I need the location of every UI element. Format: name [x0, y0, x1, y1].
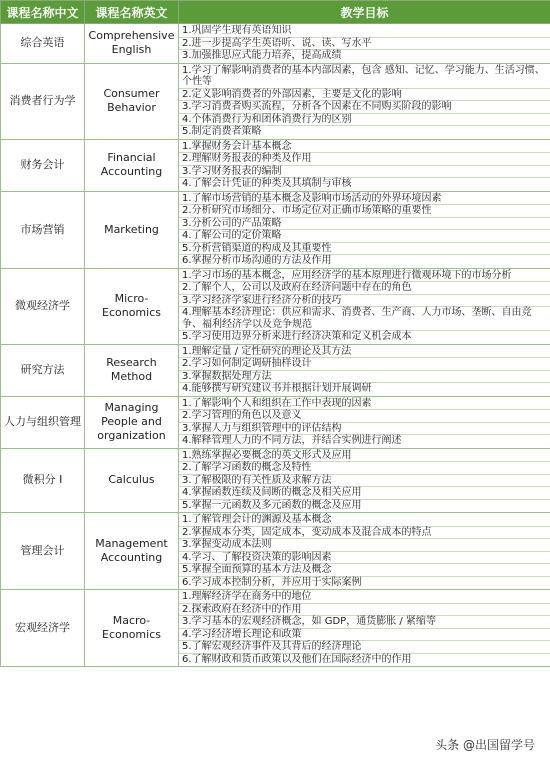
course-name-cn: 财务会计 — [1, 139, 85, 191]
goals-cell — [179, 344, 550, 396]
course-name-en: Managing People and organization — [85, 396, 179, 448]
goal-item: 4.掌握函数连续及间断的概念及相关应用 — [179, 487, 550, 500]
goal-item: 1.学习市场的基本概念，应用经济学的基本原理进行微观环境下的市场分析 — [179, 270, 550, 283]
goal-item: 4.理解基本经济理论：供应和需求、消费者、生产商、人力市场、垄断、自由竞争、福利经济学以及竞争规范 — [179, 307, 550, 331]
goal-item: 1.了解市场营销的基本概念及影响市场活动的外界环境因素 — [179, 193, 550, 206]
goal-item: 5.掌握全面预算的基本方法及概念 — [179, 564, 550, 577]
course-name-cn: 微观经济学 — [1, 268, 85, 344]
goal-item: 3.加强推思应式能力培养，提高成绩 — [182, 50, 342, 61]
course-name-cn: 消费者行为学 — [1, 63, 85, 139]
course-name-cn: 人力与组织管理 — [1, 396, 85, 448]
goal-item: 3.分析公司的产品策略 — [179, 218, 550, 231]
goal-item: 3.了解极限的有关性质及求解方法 — [179, 475, 550, 488]
goals-cell — [179, 590, 550, 667]
goals-cell — [179, 24, 550, 64]
course-name-en: Calculus — [85, 448, 179, 513]
goal-item: 2.理解财务报表的种类及作用 — [179, 153, 550, 166]
goal-item: 2.定义影响消费者的外部因素，主要是文化的影响 — [179, 89, 550, 102]
goal-item: 5.了解宏观经济事件及其背后的经济理论 — [179, 641, 550, 654]
goals-cell — [179, 268, 550, 344]
goal-item: 1.了解管理会计的渊源及基本概念 — [179, 514, 550, 527]
goals-cell — [179, 139, 550, 191]
course-name-en: Consumer Behavior — [85, 63, 179, 139]
goal-item: 2.探索政府在经济中的作用 — [179, 604, 550, 617]
goal-item: 5.掌握一元函数及多元函数的概念及应用 — [182, 499, 362, 511]
goal-item: 2.了解个人，公司以及政府在经济问题中存在的角色 — [179, 282, 550, 295]
table-row — [1, 344, 550, 396]
course-name-cn: 微积分 I — [1, 448, 85, 513]
goal-item: 3.掌握数据处理方法 — [179, 371, 550, 384]
goals-cell — [179, 448, 550, 513]
goal-item: 1.掌握财务会计基本概念 — [179, 141, 550, 154]
goal-item: 4.解释管理人力的不同方法，并结合实例进行阐述 — [182, 435, 402, 446]
course-name-cn: 管理会计 — [1, 513, 85, 590]
goal-item: 5.学习使用边界分析来进行经济决策和定义机会成本 — [182, 331, 412, 342]
table-row — [1, 396, 550, 448]
goal-item: 2.了解学习函数的概念及特性 — [179, 462, 550, 475]
goal-item: 3.学习消费者购买流程，分析各个因素在不同购买阶段的影响 — [179, 101, 550, 114]
course-name-en: Comprehensive English — [85, 24, 179, 64]
course-name-en: Macro-Economics — [85, 590, 179, 667]
goal-item: 6.了解财政和货币政策以及他们在国际经济中的作用 — [182, 653, 412, 665]
goal-item: 1.理解经济学在商务中的地位 — [179, 591, 550, 604]
goal-item: 4.能够撰写研究建议书并根据计划开展调研 — [182, 383, 372, 394]
course-name-cn: 研究方法 — [1, 344, 85, 396]
goal-item: 4.学习经济增长理论和政策 — [179, 629, 550, 642]
goal-item: 2.分析研究市场细分、市场定位对正确市场策略的重要性 — [179, 205, 550, 218]
goal-item: 1.理解定量 / 定性研究的理论及其方法 — [179, 346, 550, 359]
table-row — [1, 24, 550, 64]
course-name-en: Marketing — [85, 191, 179, 268]
course-name-cn: 宏观经济学 — [1, 590, 85, 667]
goals-cell — [179, 396, 550, 448]
goals-cell — [179, 513, 550, 590]
goal-item: 4.个体消费行为和团体消费行为的区别 — [179, 114, 550, 127]
table-row — [1, 448, 550, 513]
goal-item: 1.巩固学生现有英语知识 — [179, 25, 550, 38]
goal-item: 4.学习、了解投资决策的影响因素 — [179, 552, 550, 565]
course-name-cn: 市场营销 — [1, 191, 85, 268]
table-row — [1, 139, 550, 191]
table-row — [1, 268, 550, 344]
goal-item: 2.学习管理的角色以及意义 — [179, 410, 550, 423]
watermark-text: 头条 @出国留学号 — [432, 735, 538, 754]
header-goals: 教学目标 — [179, 1, 550, 24]
course-name-en: Research Method — [85, 344, 179, 396]
header-course-cn: 课程名称中文 — [1, 1, 85, 24]
table-row — [1, 63, 550, 139]
header-course-en: 课程名称英文 — [85, 1, 179, 24]
course-name-en: Financial Accounting — [85, 139, 179, 191]
goal-item: 5.分析营销渠道的构成及其重要性 — [179, 243, 550, 256]
goal-item: 1.学习了解影响消费者的基本内部因素，包含 感知、记忆、学习能力、生活习惯、个性等 — [179, 65, 550, 89]
course-name-en: Micro-Economics — [85, 268, 179, 344]
table-row — [1, 590, 550, 667]
goal-item: 2.掌握成本分类，固定成本，变动成本及混合成本的特点 — [179, 527, 550, 540]
goal-item: 1.熟练掌握必要概念的英文形式及应用 — [179, 450, 550, 463]
goal-item: 4.了解公司的定价策略 — [179, 230, 550, 243]
course-rows — [1, 24, 550, 667]
course-name-en: Management Accounting — [85, 513, 179, 590]
goal-item: 2.学习如何制定调研抽样设计 — [179, 358, 550, 371]
goal-item: 2.进一步提高学生英语听、说、读、写水平 — [179, 38, 550, 51]
goal-item: 4.了解会计凭证的种类及其填制与审核 — [182, 178, 352, 189]
goal-item: 3.学习经济学家进行经济分析的技巧 — [179, 295, 550, 308]
goal-item: 3.学习基本的宏观经济概念，如 GDP，通货膨胀 / 紧缩等 — [179, 616, 550, 629]
table-row — [1, 513, 550, 590]
goal-item: 1.了解影响个人和组织在工作中表现的因素 — [179, 398, 550, 411]
goal-item: 3.学习财务报表的编制 — [179, 166, 550, 179]
goals-cell — [179, 63, 550, 139]
goal-item: 3.掌握人力与组织管理中的评估结构 — [179, 423, 550, 436]
goal-item: 6.学习成本控制分析，并应用于实际案例 — [182, 576, 362, 588]
header-row — [1, 1, 550, 24]
goals-cell — [179, 191, 550, 268]
goal-item: 5.制定消费者策略 — [182, 126, 262, 137]
goal-item: 6.掌握分析市场沟通的方法及作用 — [182, 255, 332, 266]
goal-item: 3.掌握变动成本法则 — [179, 539, 550, 552]
table-row — [1, 191, 550, 268]
course-name-cn: 综合英语 — [1, 24, 85, 64]
